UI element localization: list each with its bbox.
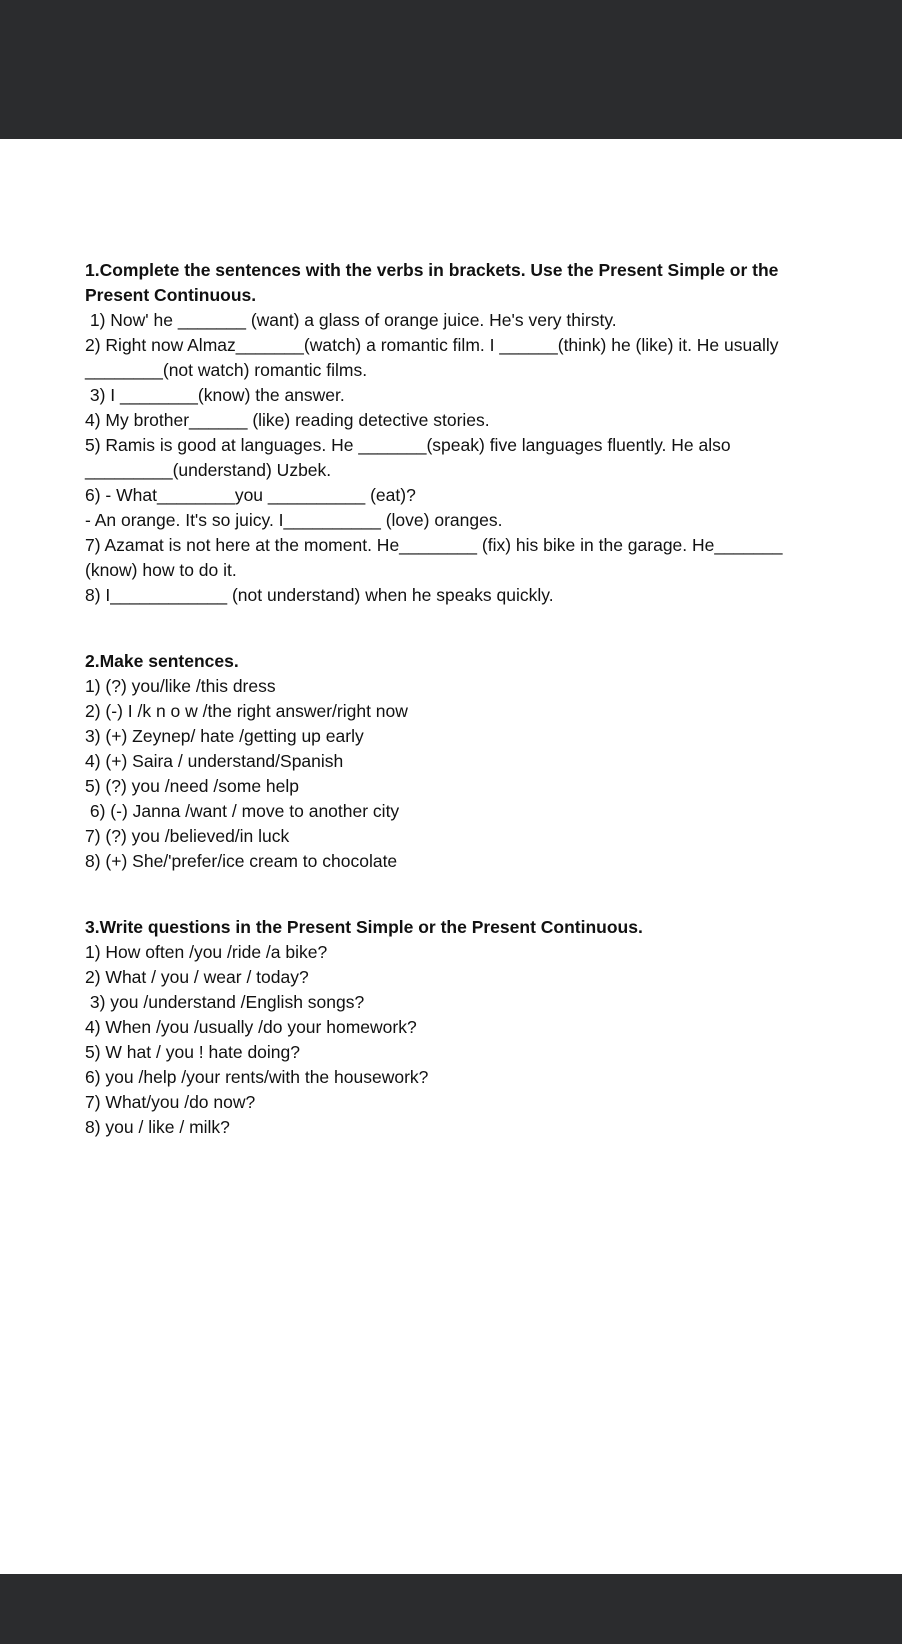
exercise-3-line: 6) you /help /your rents/with the housework?	[85, 1067, 429, 1087]
exercise-2-title: 2.Make sentences.	[85, 651, 239, 671]
exercise-2-line: 4) (+) Saira / understand/Spanish	[85, 751, 344, 771]
exercise-3-line: 3) you /understand /English songs?	[85, 992, 365, 1012]
exercise-3-line: 2) What / you / wear / today?	[85, 967, 309, 987]
exercise-1-line: (know) how to do it.	[85, 560, 237, 580]
exercise-2-line: 6) (-) Janna /want / move to another city	[85, 801, 400, 821]
worksheet	[85, 258, 845, 1140]
exercise-3-line: 1) How often /you /ride /a bike?	[85, 942, 328, 962]
exercise-3-line: 7) What/you /do now?	[85, 1092, 256, 1112]
exercise-1-line: 7) Azamat is not here at the moment. He________ (fix) his bike in the garage. He_______	[85, 535, 783, 555]
exercise-3-line: 5) W hat / you ! hate doing?	[85, 1042, 300, 1062]
exercise-1	[85, 258, 845, 608]
exercise-2-line: 2) (-) I /k n o w /the right answer/right now	[85, 701, 408, 721]
exercise-1-line: ________(not watch) romantic films.	[85, 360, 368, 380]
top-dark-bar	[0, 0, 902, 139]
exercise-3	[85, 915, 845, 1140]
exercise-1-title: 1.Complete the sentences with the verbs in brackets. Use the Present Simple or the Present Continuous.	[85, 260, 779, 305]
exercise-2-line: 7) (?) you /believed/in luck	[85, 826, 290, 846]
bottom-dark-bar	[0, 1574, 902, 1644]
exercise-3-line: 8) you / like / milk?	[85, 1117, 230, 1137]
exercise-1-line: - An orange. It's so juicy. I__________ (love) oranges.	[85, 510, 503, 530]
exercise-3-title: 3.Write questions in the Present Simple or the Present Continuous.	[85, 917, 643, 937]
exercise-2-line: 1) (?) you/like /this dress	[85, 676, 276, 696]
exercise-2-line: 8) (+) She/'prefer/ice cream to chocolate	[85, 851, 398, 871]
exercise-1-line: 5) Ramis is good at languages. He _______(speak) five languages fluently. He also	[85, 435, 731, 455]
exercise-2-line: 5) (?) you /need /some help	[85, 776, 300, 796]
exercise-1-line: 4) My brother______ (like) reading detective stories.	[85, 410, 490, 430]
exercise-1-line: 6) - What________you __________ (eat)?	[85, 485, 416, 505]
exercise-1-line: 3) I ________(know) the answer.	[85, 385, 345, 405]
exercise-1-line: _________(understand) Uzbek.	[85, 460, 332, 480]
exercise-2-line: 3) (+) Zeynep/ hate /getting up early	[85, 726, 364, 746]
exercise-1-line: 2) Right now Almaz_______(watch) a romantic film. I ______(think) he (like) it. He usually	[85, 335, 779, 355]
exercise-1-line: 8) I____________ (not understand) when he speaks quickly.	[85, 585, 554, 605]
exercise-2	[85, 649, 845, 874]
exercise-3-line: 4) When /you /usually /do your homework?	[85, 1017, 417, 1037]
exercise-1-line: 1) Now' he _______ (want) a glass of orange juice. He's very thirsty.	[85, 310, 617, 330]
